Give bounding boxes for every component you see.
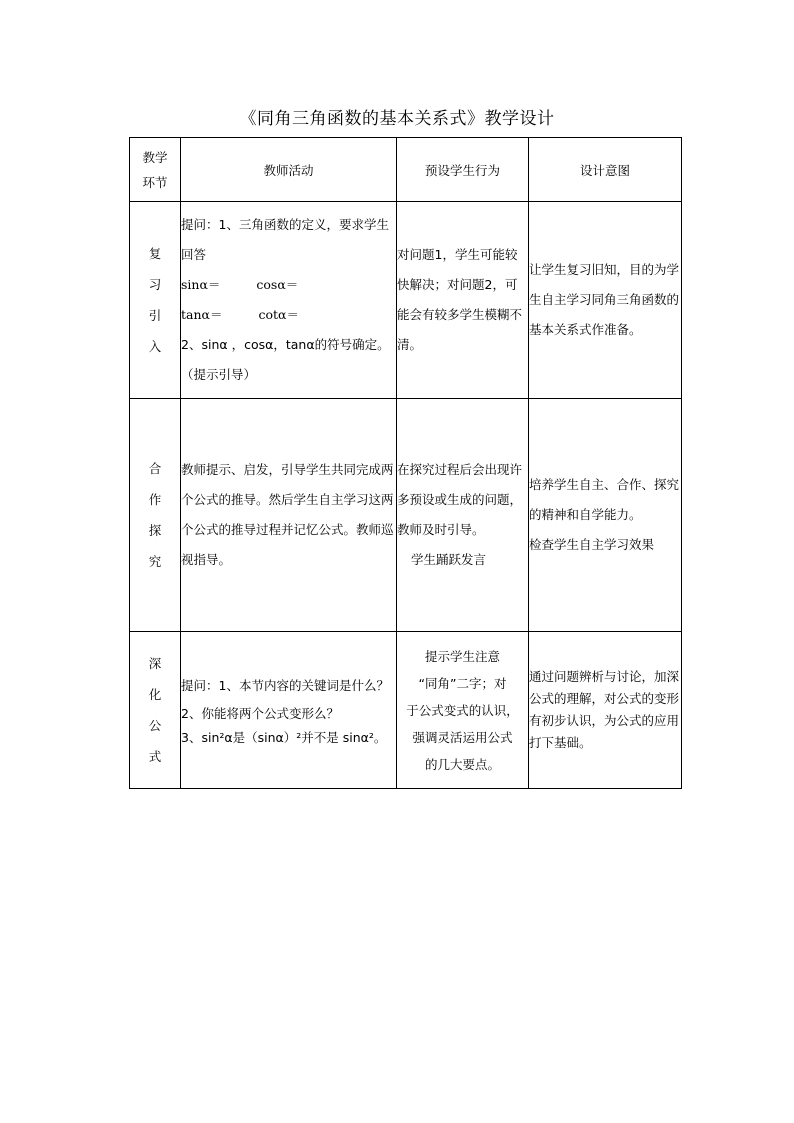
- student-line: 提示学生注意: [424, 648, 500, 664]
- header-stage: [130, 138, 181, 202]
- student-text: 对问题1，学生可能较快解决；对问题2，可能会有较多学生模糊不清。: [397, 247, 523, 352]
- stage-char: 习: [148, 277, 162, 292]
- header-row: [130, 138, 682, 202]
- table-row: [130, 202, 682, 399]
- student-line: “同角”二字；对: [418, 675, 507, 691]
- design-intent: [529, 399, 682, 632]
- teacher-activity: [181, 202, 397, 399]
- stage-char: 化: [148, 687, 162, 702]
- stage-char: 公: [148, 718, 162, 733]
- student-line: 的几大要点。: [424, 756, 500, 772]
- student-behavior: [397, 632, 529, 789]
- header-student: 预设学生行为: [397, 138, 529, 202]
- intent-text: 通过问题辨析与讨论，加深公式的理解，对公式的变形有初步认识，为公式的应用打下基础。: [529, 669, 680, 750]
- lesson-plan-table: [129, 137, 682, 789]
- stage-explore: [130, 399, 181, 632]
- student-line: 于公式变式的认识，: [406, 702, 519, 718]
- teacher-text: 3、sin²α是（sinα）²并不是 sinα²。: [181, 730, 387, 745]
- teacher-text: 2、你能将两个公式变形么？: [181, 706, 339, 721]
- stage-char: 引: [148, 308, 162, 323]
- student-line: 强调灵活运用公式: [412, 729, 513, 745]
- header-intent: 设计意图: [529, 138, 682, 202]
- document-title: 《同角三角函数的基本关系式》教学设计: [239, 109, 555, 129]
- intent-text: 培养学生自主、合作、探究的精神和自学能力。: [529, 477, 680, 522]
- stage-char: 式: [148, 749, 162, 764]
- intent-text: 让学生复习旧知，目的为学生自主学习同角三角函数的基本关系式作准备。: [529, 262, 680, 337]
- teacher-text: 提问：1、三角函数的定义，要求学生回答: [181, 217, 389, 262]
- formula: cosα＝: [256, 277, 299, 292]
- table-row: [130, 399, 682, 632]
- table-row: [130, 632, 682, 789]
- stage-deepen: [130, 632, 181, 789]
- student-text: 学生踊跃发言: [411, 552, 487, 567]
- teacher-activity: [181, 399, 397, 632]
- teacher-text: 2、sinα ，cosα，tanα的符号确定。（提示引导）: [181, 337, 390, 382]
- formula: cotα＝: [258, 307, 299, 322]
- stage-char: 入: [148, 339, 162, 354]
- header-teacher: 教师活动: [181, 138, 397, 202]
- stage-char: 深: [148, 656, 162, 671]
- student-behavior: [397, 399, 529, 632]
- student-text: 在探究过程后会出现许多预设或生成的问题，教师及时引导。: [397, 462, 523, 537]
- formula: sinα＝: [181, 277, 221, 292]
- formula-line: [181, 300, 396, 330]
- student-behavior: [397, 202, 529, 399]
- stage-char: 合: [148, 461, 162, 476]
- stage-char: 复: [148, 246, 162, 261]
- stage-char: 探: [148, 523, 162, 538]
- header-stage-text: 教学 环节: [142, 149, 168, 190]
- design-intent: [529, 202, 682, 399]
- teacher-text: 教师提示、启发，引导学生共同完成两个公式的推导。然后学生自主学习这两个公式的推导过程并记忆公式。教师巡视指导。: [181, 462, 394, 567]
- stage-review: [130, 202, 181, 399]
- stage-char: 究: [148, 554, 162, 569]
- formula-line: [181, 270, 396, 300]
- design-intent: [529, 632, 682, 789]
- stage-char: 作: [148, 492, 162, 507]
- teacher-activity: [181, 632, 397, 789]
- intent-text: 检查学生自主学习效果: [529, 537, 655, 552]
- formula: tanα＝: [181, 307, 223, 322]
- teacher-text: 提问：1、本节内容的关键词是什么？: [181, 678, 389, 693]
